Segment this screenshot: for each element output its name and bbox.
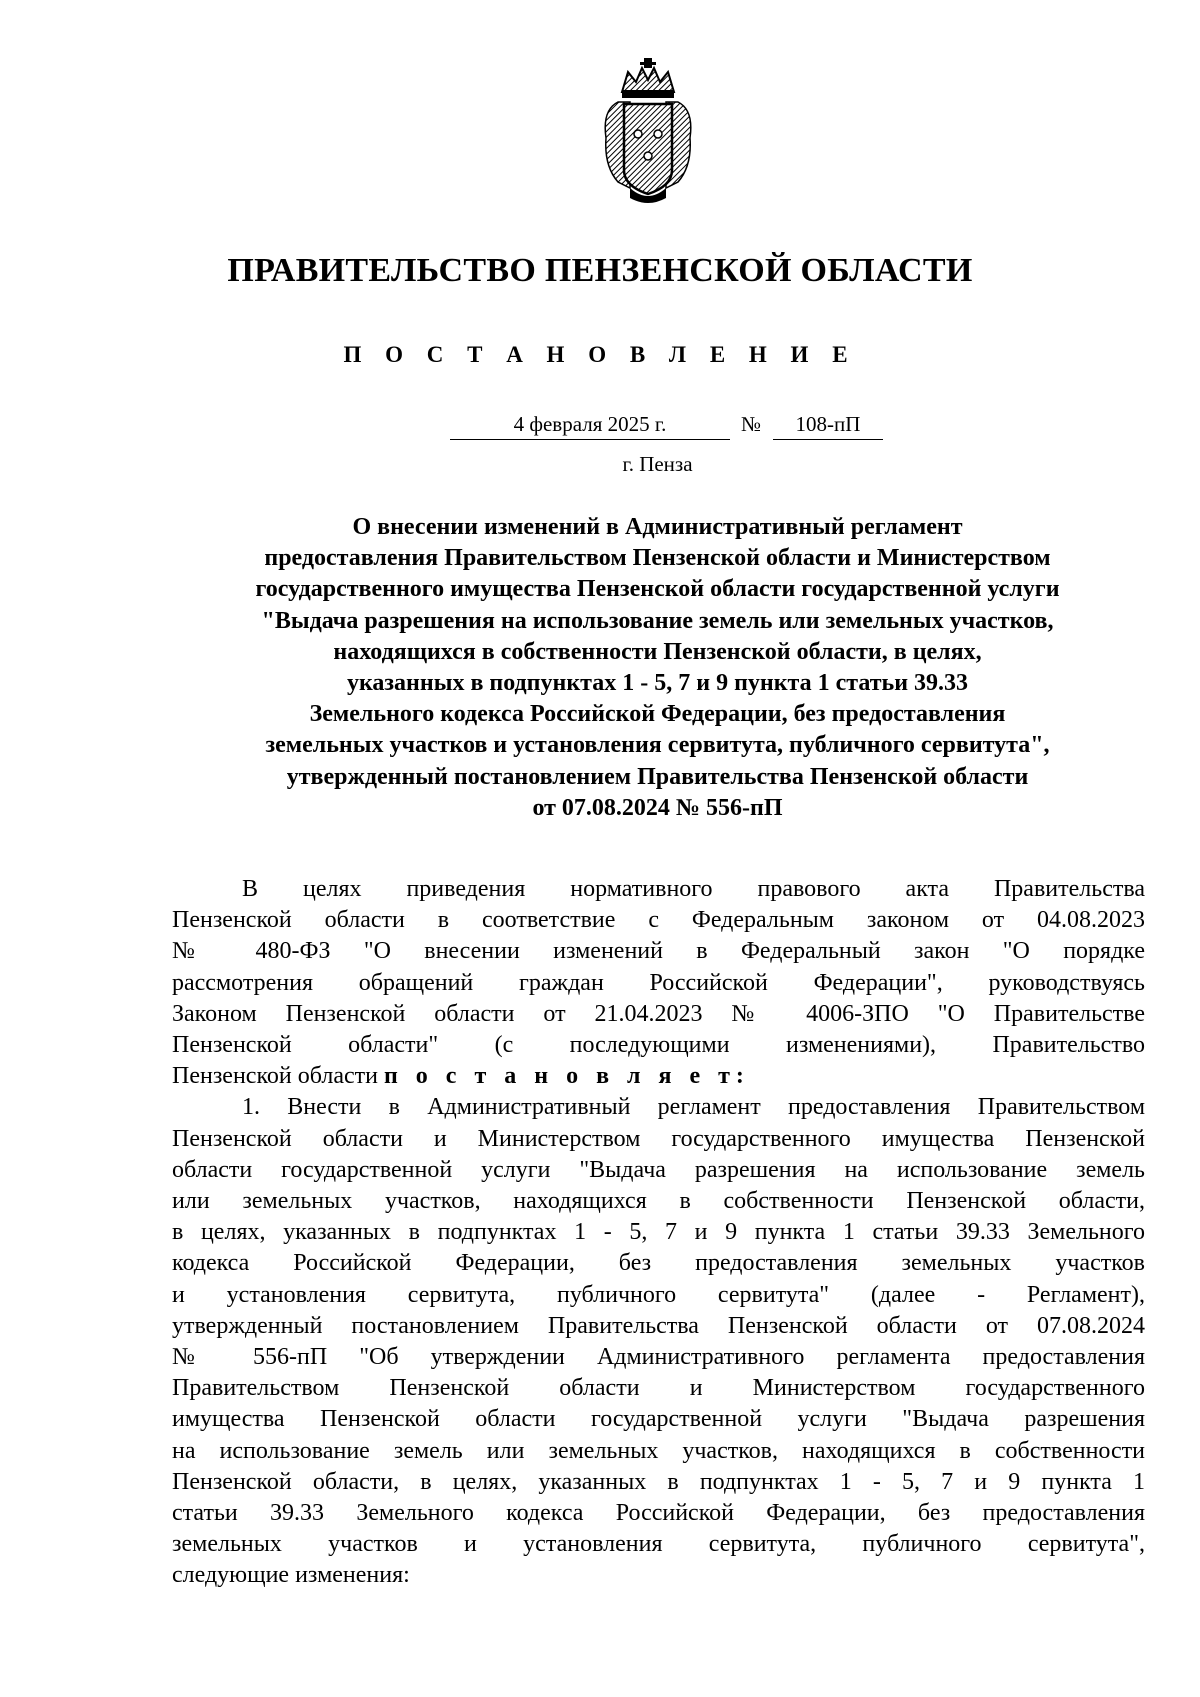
- body-line: Пензенской области в соответствие с Федеральным законом от 04.08.2023: [172, 907, 1145, 934]
- title-line: государственного имущества Пензенской области государственной услуги: [255, 576, 1060, 603]
- body-line: и установления сервитута, публичного сервитута" (далее - Регламент),: [172, 1281, 1145, 1308]
- title-line: утвержденный постановлением Правительства Пензенской области: [286, 763, 1029, 790]
- body-line: кодекса Российской Федерации, без предоставления земельных участков: [172, 1250, 1145, 1277]
- document-body: [172, 874, 1145, 1592]
- government-name: ПРАВИТЕЛЬСТВО ПЕНЗЕНСКОЙ ОБЛАСТИ: [227, 252, 973, 289]
- document-number: 108-пП: [773, 412, 883, 440]
- body-line: или земельных участков, находящихся в собственности Пензенской области,: [172, 1188, 1145, 1215]
- title-line: указанных в подпунктах 1 - 5, 7 и 9 пункта 1 статьи 39.33: [346, 670, 969, 697]
- document-date: 4 февраля 2025 г.: [450, 412, 730, 440]
- item-1-paragraph: [172, 1092, 1145, 1591]
- preamble-paragraph: [172, 874, 1145, 1092]
- preamble-end: Пензенской области: [172, 1063, 378, 1090]
- title-line: находящихся в собственности Пензенской области, в целях,: [333, 638, 982, 665]
- body-line: в целях, указанных в подпунктах 1 - 5, 7 и 9 пункта 1 статьи 39.33 Земельного: [172, 1219, 1145, 1246]
- document-title: [170, 512, 1145, 824]
- coat-of-arms-emblem: [600, 58, 696, 206]
- body-line: утвержденный постановлением Правительства Пензенской области от 07.08.2024: [172, 1312, 1145, 1339]
- body-line: имущества Пензенской области государственной услуги "Выдача разрешения: [172, 1406, 1145, 1433]
- body-line: земельных участков и установления сервитута, публичного сервитута",: [172, 1531, 1145, 1558]
- body-line: Правительством Пензенской области и Министерством государственного: [172, 1375, 1145, 1402]
- title-line: земельных участков и установления сервитута, публичного сервитута",: [265, 732, 1050, 759]
- body-line: рассмотрения обращений граждан Российской Федерации", руководствуясь: [172, 969, 1145, 996]
- body-line: Законом Пензенской области от 21.04.2023 № 4006-ЗПО "О Правительстве: [172, 1000, 1145, 1027]
- title-line: О внесении изменений в Административный регламент: [352, 514, 963, 540]
- body-line: Пензенской области и Министерством государственного имущества Пензенской: [172, 1125, 1145, 1152]
- body-line: В целях приведения нормативного правового акта Правительства: [242, 876, 1145, 902]
- body-line: на использование земель или земельных участков, находящихся в собственности: [172, 1437, 1145, 1464]
- number-sign: №: [741, 412, 762, 436]
- title-line: предоставления Правительством Пензенской области и Министерством: [264, 545, 1051, 572]
- body-line: следующие изменения:: [172, 1562, 410, 1589]
- body-line: 1. Внести в Административный регламент предоставления Правительством: [242, 1094, 1145, 1121]
- title-line: от 07.08.2024 № 556-пП: [532, 794, 783, 821]
- title-line: "Выдача разрешения на использование земель или земельных участков,: [261, 607, 1054, 634]
- document-kind: П О С Т А Н О В Л Е Н И Е: [343, 342, 857, 367]
- body-line: [172, 1061, 1145, 1092]
- resolves-word: п о с т а н о в л я е т:: [383, 1063, 750, 1090]
- title-line: Земельного кодекса Российской Федерации, без предоставления: [309, 701, 1006, 728]
- body-line: Пензенской области, в целях, указанных в подпунктах 1 - 5, 7 и 9 пункта 1: [172, 1468, 1145, 1495]
- body-line: № 480-ФЗ "О внесении изменений в Федеральный закон "О порядке: [172, 938, 1145, 965]
- body-line: Пензенской области" (с последующими изменениями), Правительство: [172, 1032, 1145, 1059]
- body-line: № 556-пП "Об утверждении Административного регламента предоставления: [172, 1344, 1145, 1371]
- city: г. Пенза: [622, 452, 693, 476]
- body-line: статьи 39.33 Земельного кодекса Российской Федерации, без предоставления: [172, 1500, 1145, 1527]
- body-line: области государственной услуги "Выдача разрешения на использование земель: [172, 1156, 1145, 1183]
